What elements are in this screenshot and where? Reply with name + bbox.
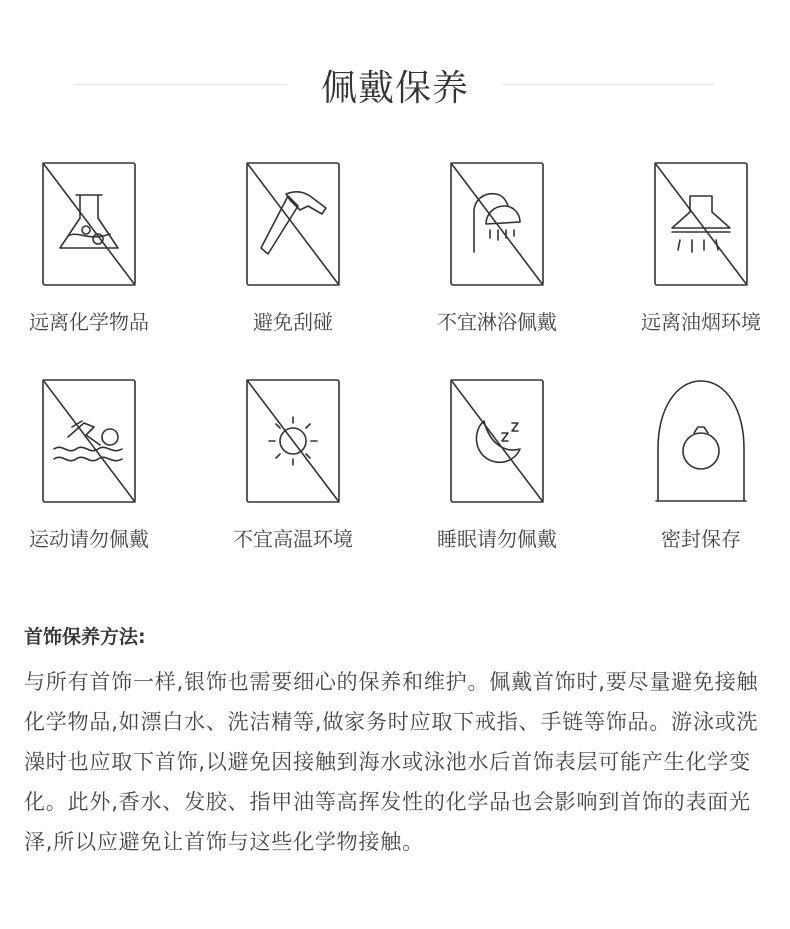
range-hood-icon [654, 162, 748, 286]
swimmer-icon [42, 379, 136, 503]
flask-icon [42, 162, 136, 286]
care-label: 远离化学物品 [29, 310, 149, 334]
care-card-sleep [417, 379, 577, 551]
page-title: 佩戴保养 [320, 68, 469, 109]
ring-box-icon [654, 379, 748, 503]
care-label: 密封保存 [661, 527, 741, 551]
care-label: 睡眠请勿佩戴 [437, 527, 557, 551]
care-card-shower [417, 162, 577, 334]
care-card-chemicals [9, 162, 169, 334]
shower-icon [450, 162, 544, 286]
care-label: 远离油烟环境 [641, 310, 761, 334]
care-card-sports [9, 379, 169, 551]
care-label: 运动请勿佩戴 [29, 527, 149, 551]
care-method-heading: 首饰保养方法: [24, 626, 146, 648]
care-card-fumes [621, 162, 781, 334]
care-method-text: 与所有首饰一样,银饰也需要细心的保养和维护。佩戴首饰时,要尽量避免接触化学物品,如漂白水、洗洁精等,做家务时应取下戒指、手链等饰品。游泳或洗澡时也应取下首饰,以避免因接触到海水或泳池水后首饰表层可能产生化学变化。此外,香水、发胶、指甲油等高挥发性的化学品也会影响到首饰的表面光泽,所以应避免让首饰与这些化学物接触。 [24, 670, 759, 854]
hammer-icon [246, 162, 340, 286]
care-card-scratch [213, 162, 373, 334]
moon-sleep-icon [450, 379, 544, 503]
care-card-seal [621, 379, 781, 551]
section-header [0, 60, 790, 110]
care-label: 不宜淋浴佩戴 [437, 310, 557, 334]
sun-icon [246, 379, 340, 503]
title-divider-right [503, 84, 715, 85]
care-label: 不宜高温环境 [233, 527, 353, 551]
care-label: 避免刮碰 [253, 310, 333, 334]
care-card-heat [213, 379, 373, 551]
